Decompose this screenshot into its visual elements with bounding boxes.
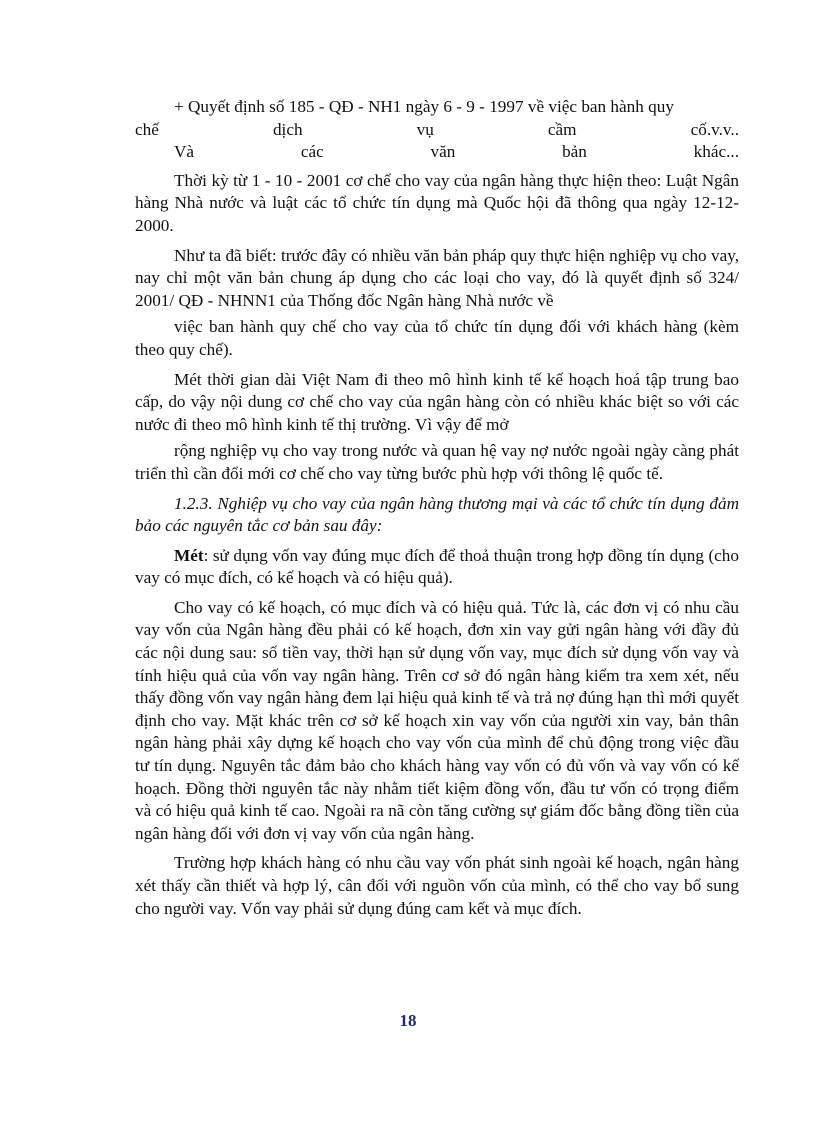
paragraph-decision-185-cont: chế dịch vụ cầm cố.v.v.. [135,119,739,139]
paragraph-regulations-cont: việc ban hành quy chế cho vay của tổ chức tín dụng đối với khách hàng (kèm theo quy chế). [135,317,739,359]
section-heading-1-2-3: 1.2.3. Nghiệp vụ cho vay của ngân hàng thương mại và các tổ chức tín dụng đảm bảo các nguyên tắc cơ bản sau đây: [135,493,739,536]
paragraph-principle-one [135,545,739,590]
paragraph-vietnam-model-cont: rộng nghiệp vụ cho vay trong nước và quan hệ vay nợ nước ngoài ngày càng phát triển thì cần đổi mới cơ chế cho vay từng bước phù hợp với thông lệ quốc tế. [135,441,739,483]
paragraph-period-2001: Thời kỳ từ 1 - 10 - 2001 cơ chế cho vay của ngân hàng thực hiện theo: Luật Ngân hàng Nhà nước và luật các tổ chức tín dụng mà Quốc hội đã thông qua ngày 12-12-2000. [135,170,739,235]
paragraph-decision-185: + Quyết định số 185 - QĐ - NH1 ngày 6 - 9 - 1997 về việc ban hành quy [174,97,674,116]
document-page [135,96,739,927]
paragraph-regulations: Như ta đã biết: trước đây có nhiều văn bản pháp quy thực hiện nghiệp vụ cho vay, nay chỉ một văn bản chung áp dụng cho các loại cho vay, đó là quyết định số 324/ 2001/ QĐ - NHNN1 của Thống đốc Ngân hàng Nhà nước về [135,245,739,310]
principle-text: : sử dụng vốn vay đúng mục đích để thoả thuận trong hợp đồng tín dụng (cho vay có mục đích, có kế hoạch và có hiệu quả). [135,545,739,588]
page-number: 18 [399,1011,417,1030]
paragraph-planned-lending: Cho vay có kế hoạch, có mục đích và có hiệu quả. Tức là, các đơn vị có nhu cầu vay vốn của Ngân hàng đều phải có kế hoạch, đơn xin vay gửi ngân hàng với đầy đủ các nội dung sau: số tiền vay, thời hạn sử dụng vốn vay, mục đích sử dụng vốn vay và tính hiệu quả của vốn vay ngân hàng. Trên cơ sở đó ngân hàng kiểm tra xem xét, nếu thấy đồng vốn vay ngân hàng đem lại hiệu quả kinh tế và trả nợ đúng hạn thì mới quyết định cho vay. Mặt khác trên cơ sở kế hoạch xin vay vốn của người xin vay, bản thân ngân hàng phải xây dựng kế hoạch cho vay vốn của mình để chủ động trong việc đầu tư tín dụng. Nguyên tắc đảm bảo cho khách hàng vay vốn có đủ vốn và vay vốn có kế hoạch. Đồng thời nguyên tắc này nhằm tiết kiệm đồng vốn, đầu tư vốn có trọng điểm và có hiệu quả kinh tế cao. Ngoài ra nã còn tăng cường sự giám đốc bằng đồng tiền của ngân hàng đối với đơn vị vay vốn của ngân hàng. [135,597,739,843]
principle-lead: Mét [174,545,204,565]
paragraph-vietnam-model: Mét thời gian dài Việt Nam đi theo mô hình kinh tế kế hoạch hoá tập trung bao cấp, do vậy nội dung cơ chế cho vay của ngân hàng còn có nhiều khác biệt so với các nước đi theo mô hình kinh tế thị trường. Vì vậy để mở [135,369,739,434]
paragraph-unplanned-loan: Trường hợp khách hàng có nhu cầu vay vốn phát sinh ngoài kế hoạch, ngân hàng xét thấy cần thiết và hợp lý, cân đối với nguồn vốn của mình, có thể cho vay bổ sung cho người vay. Vốn vay phải sử dụng đúng cam kết và mục đích. [135,853,739,918]
paragraph-other-documents: Và các văn bản khác... [174,142,739,162]
